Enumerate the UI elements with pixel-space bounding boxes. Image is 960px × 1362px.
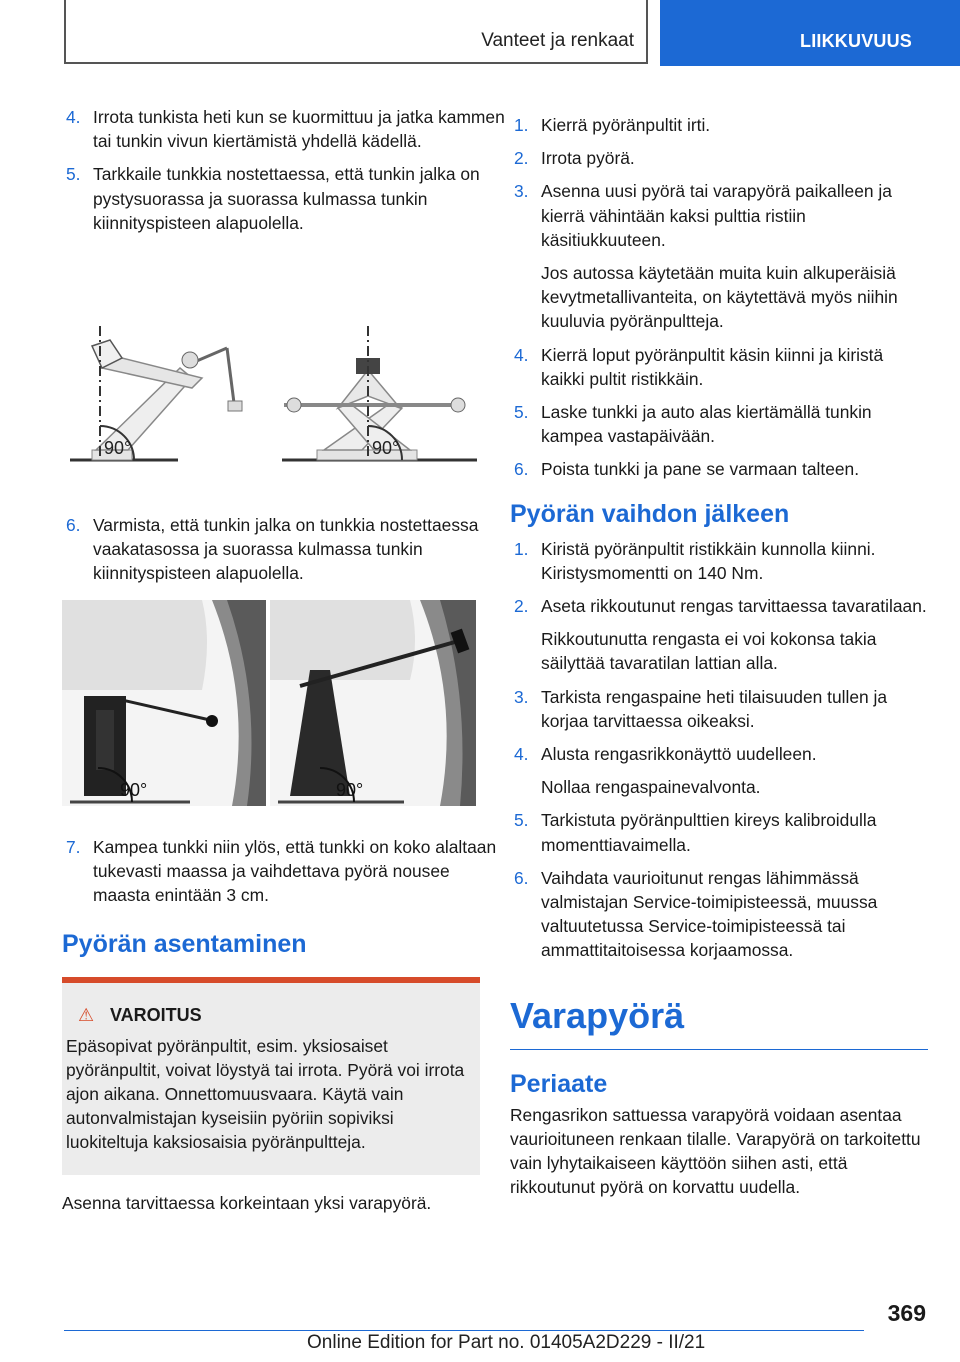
warning-header (66, 1005, 470, 1026)
step-number: 5. (66, 164, 81, 185)
jack-front-view (282, 326, 477, 460)
step-text: Tarkista rengaspaine heti tilaisuuden tullen ja korjaa tarvittaessa oikeaksi. (541, 686, 888, 731)
step-number: 3. (514, 686, 529, 707)
warning-triangle-icon: ⚠ (78, 1004, 95, 1025)
list-item (510, 457, 930, 481)
step-text: Tarkistuta pyöränpulttien kireys kalibroidulla momenttiavaimella. (541, 810, 877, 855)
jack-photo-right (270, 600, 476, 806)
step-text: Aseta rikkoutunut rengas tarvittaessa tavaratilaan. (541, 596, 927, 617)
list-item (62, 513, 509, 586)
angle-label: 90° (120, 780, 148, 800)
step-number: 3. (514, 181, 529, 202)
jack-photo-left (62, 600, 266, 806)
step-text: Varmista, että tunkin jalka on tunkkia nostettaessa vaakatasossa ja suorassa kulmassa tunkin kiinnityspisteen alapuolella. (93, 515, 479, 584)
step-text: Tarkkaile tunkkia nostettaessa, että tunkin jalka on pystysuorassa ja suorassa kulmassa tunkin kiinnityspisteen alapuolella. (93, 164, 480, 233)
list-item (510, 537, 930, 585)
scissor-jack-figure (62, 318, 482, 468)
page-number: 369 (887, 1300, 926, 1326)
step-number: 6. (66, 515, 81, 535)
step-number: 4. (66, 107, 81, 127)
step-number: 4. (514, 744, 529, 765)
step-text: Irrota tunkista heti kun se kuormittuu ja jatka kammen tai tunkin vivun kiertämistä yhdellä kädellä. (93, 107, 505, 152)
step-text: Kampea tunkki niin ylös, että tunkki on koko alaltaan tukevasti maassa ja vaihdettava pyörä nousee maasta enintään 3 cm. (93, 837, 497, 906)
chapter-tab[interactable] (660, 0, 960, 66)
step-text: Kiristä pyöränpultit ristikkäin kunnolla kiinni. Kiristysmomentti on 140 Nm. (541, 538, 876, 583)
angle-label: 90° (372, 438, 400, 458)
list-item (510, 808, 930, 856)
section-heading: Pyörän vaihdon jälkeen (510, 499, 790, 528)
step-text: Poista tunkki ja pane se varmaan talteen. (541, 459, 860, 480)
chapter-rule (510, 1049, 928, 1050)
step-subtext: Nollaa rengaspainevalvonta. (541, 777, 761, 798)
step-number: 6. (514, 867, 529, 888)
right-column (510, 113, 930, 1200)
footer-rule (64, 1330, 864, 1331)
step-number: 2. (514, 596, 529, 617)
section-heading: Pyörän asentaminen (62, 929, 307, 958)
list-item (62, 105, 509, 153)
step-number: 6. (514, 459, 529, 480)
step-number: 2. (514, 148, 529, 169)
list-item (510, 179, 930, 252)
step-number: 1. (514, 538, 529, 559)
section-title: Vanteet ja renkaat (481, 30, 634, 51)
step-subtext: Rikkoutunutta rengasta ei voi kokonsa takia säilyttää tavaratilan lattian alla. (541, 629, 877, 674)
step-text: Alusta rengasrikkonäyttö uudelleen. (541, 744, 817, 765)
chapter-tab-label: LIIKKUVUUS (800, 31, 913, 51)
list-item (510, 594, 930, 618)
angle-label: 90° (336, 780, 364, 800)
left-column (62, 105, 505, 244)
list-item (510, 113, 930, 137)
sub-heading: Periaate (510, 1069, 608, 1098)
list-item (62, 162, 509, 235)
list-item (510, 400, 930, 448)
chapter-heading: Varapyörä (510, 994, 685, 1036)
warning-text: Epäsopivat pyöränpultit, esim. yksiosaiset pyöränpultit, voivat löystyä tai irrota. Pyörä voi irrota ajon aikana. Onnettomuusvaara. Käytä vain autonvalmistajan kyseisiin pyöriin sopiviksi luokiteltuja kaksiosaisia pyöränpultteja. (66, 1035, 465, 1153)
angle-label: 90° (104, 438, 132, 458)
step-number: 4. (514, 344, 529, 365)
step-number: 5. (514, 402, 529, 423)
step-text: Laske tunkki ja auto alas kiertämällä tunkin kampea vastapäivään. (541, 402, 872, 447)
principle-paragraph: Rengasrikon sattuessa varapyörä voidaan asentaa vaurioituneen renkaan tilalle. Varapyörä on tarkoitettu vain lyhytaikaiseen käyttöön siihen asti, että rikkoutunut pyörä on korvattu uudella. (510, 1104, 921, 1198)
edition-text: Online Edition for Part no. 01405A2D229 - II/21 (307, 1332, 706, 1353)
step-number: 5. (514, 810, 529, 831)
left-column-lower (62, 835, 497, 1215)
list-item (510, 685, 930, 733)
list-item (510, 742, 930, 766)
left-column-step6 (62, 513, 482, 595)
list-item (510, 146, 930, 170)
list-item (62, 835, 509, 908)
list-item (510, 343, 930, 391)
list-item (510, 866, 930, 963)
step-number: 1. (514, 115, 529, 135)
step-text: Vaihdata vaurioitunut rengas lähimmässä valmistajan Service-toimipisteessä, muussa valtuutetussa Service-toimipisteessä tai ammattitaitoisessa korjaamossa. (541, 867, 878, 961)
step-text: Asenna uusi pyörä tai varapyörä paikalleen ja kierrä vähintään kaksi pulttia ristiin käsitiukkuuteen. (541, 181, 892, 250)
step-text: Irrota pyörä. (541, 148, 635, 169)
step-number: 7. (66, 837, 81, 857)
step-text: Kierrä loput pyöränpultit käsin kiinni ja kiristä kaikki pultit ristikkäin. (541, 344, 884, 389)
note-text: Asenna tarvittaessa korkeintaan yksi varapyörä. (62, 1192, 432, 1213)
step-text: Kierrä pyöränpultit irti. (541, 115, 711, 135)
jack-side-view (70, 326, 242, 460)
warning-label: VAROITUS (110, 1004, 202, 1025)
step-subtext: Jos autossa käytetään muita kuin alkuperäisiä kevytmetallivanteita, on käytettävä myös niihin kuuluvia pyöränpultteja. (541, 263, 898, 332)
warning-box (62, 977, 480, 1175)
